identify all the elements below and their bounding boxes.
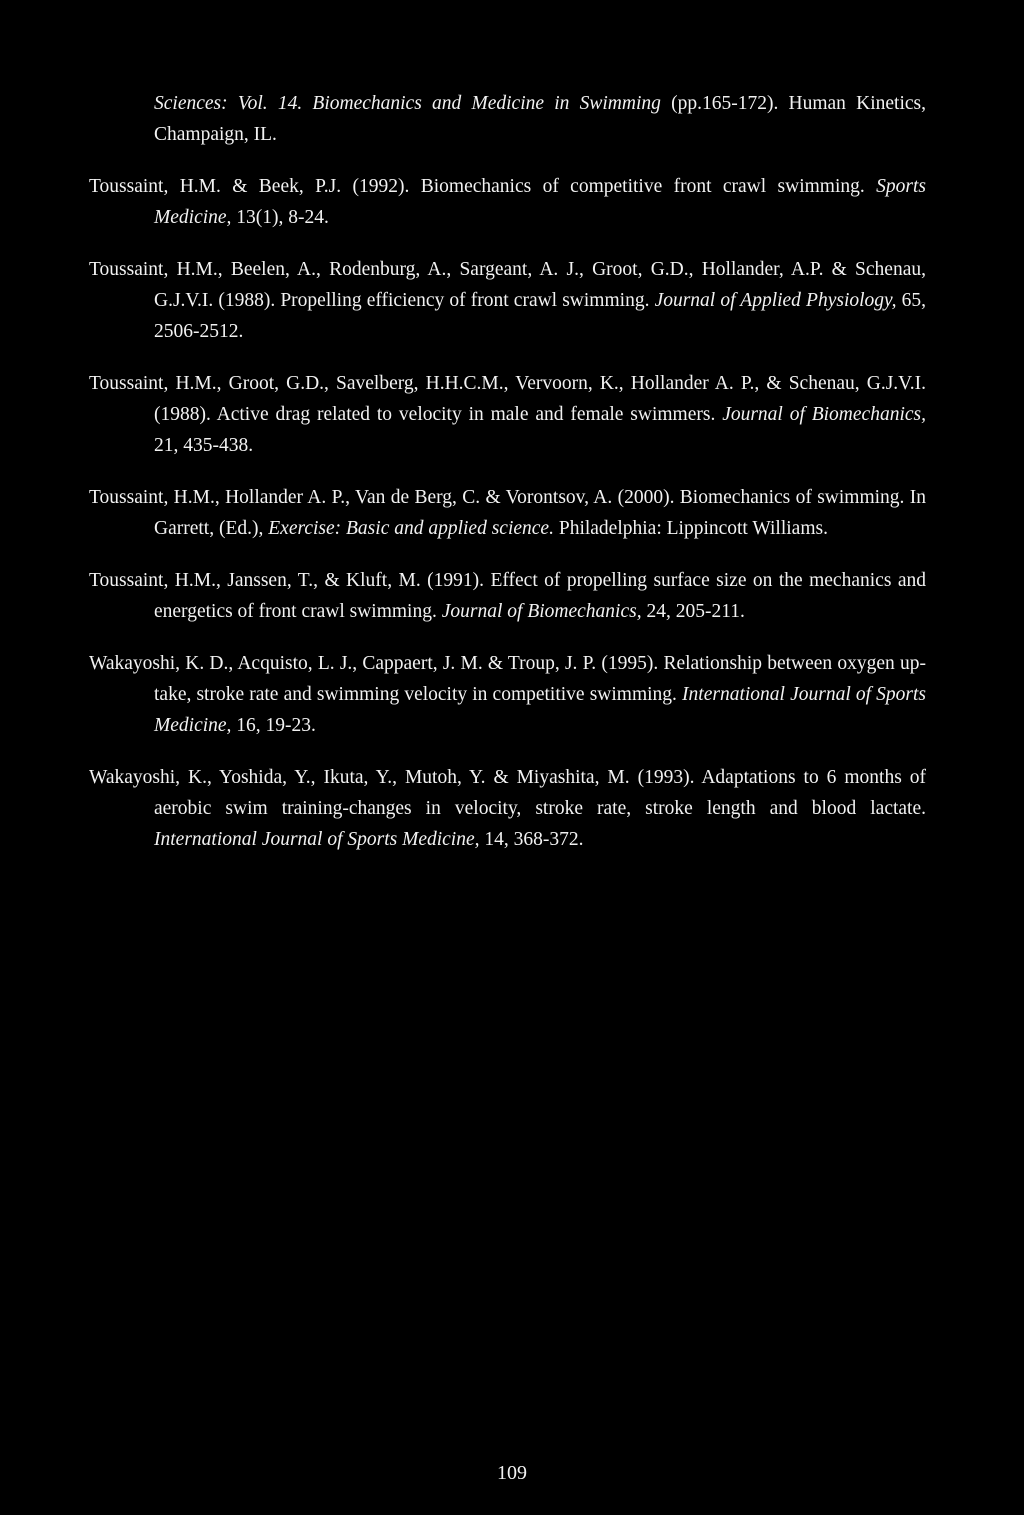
page-number: 109 <box>497 1462 527 1484</box>
reference-details: 14, 368-372. <box>479 829 584 850</box>
reference-entry-wakayoshi-1993 <box>89 762 926 855</box>
reference-journal: Exercise: Basic and applied science. <box>268 518 554 539</box>
reference-authors-title: Toussaint, H.M., Groot, G.D., Savelberg, H.H.C.M., Vervoorn, K., Hollander A. P., & Schenau, G.J.V.I. (1988). Active drag related to velocity in male and female swimmers. <box>89 373 926 425</box>
reference-details: 21, 435-438. <box>154 435 254 456</box>
reference-journal: International Journal of Sports Medicine, <box>154 684 926 736</box>
reference-details: 65, 2506-2512. <box>154 290 926 342</box>
reference-entry-toussaint-groot-1988 <box>89 368 926 461</box>
reference-entry-toussaint-beelen-1988 <box>89 254 926 347</box>
reference-authors-title: Toussaint, H.M., Hollander A. P., Van de Berg, C. & Vorontsov, A. (2000). Biomechanics of swimming. In Garrett, (Ed.), <box>89 487 926 539</box>
reference-authors-title: Toussaint, H.M. & Beek, P.J. (1992). Biomechanics of competitive front crawl swimming. <box>89 176 877 197</box>
reference-authors-title: Wakayoshi, K. D., Acquisto, L. J., Cappaert, J. M. & Troup, J. P. (1995). Relationship between oxygen up-take, stroke rate and swimming velocity in competitive swimming. <box>89 653 926 705</box>
reference-list <box>89 88 926 876</box>
reference-journal: Sciences: Vol. 14. Biomechanics and Medicine in Swimming <box>154 93 661 114</box>
reference-entry-toussaint-janssen-1991 <box>89 565 926 627</box>
reference-authors-title: Toussaint, H.M., Beelen, A., Rodenburg, A., Sargeant, A. J., Groot, G.D., Hollander, A.P. & Schenau, G.J.V.I. (1988). Propelling efficiency of front crawl swimming. <box>89 259 926 311</box>
reference-details: Philadelphia: Lippincott Williams. <box>553 518 828 539</box>
reference-details: 24, 205-211. <box>641 601 745 622</box>
reference-authors-title: Wakayoshi, K., Yoshida, Y., Ikuta, Y., Mutoh, Y. & Miyashita, M. (1993). Adaptations to 6 months of aerobic swim training-changes in velocity, stroke rate, stroke length and blood lactate. <box>89 767 926 819</box>
reference-journal: Journal of Biomechanics, <box>722 404 926 425</box>
reference-entry-continuation <box>89 88 926 150</box>
reference-details: 16, 19-23. <box>231 715 316 736</box>
reference-journal: Journal of Applied Physiology, <box>654 290 897 311</box>
reference-details: 13(1), 8-24. <box>231 207 329 228</box>
reference-journal: Journal of Biomechanics, <box>441 601 642 622</box>
reference-journal: International Journal of Sports Medicine, <box>154 829 480 850</box>
reference-details: (pp.165-172). Human Kinetics, Champaign, IL. <box>154 93 927 145</box>
reference-entry-wakayoshi-1995 <box>89 648 926 741</box>
reference-journal: Sports Medicine, <box>154 176 926 228</box>
reference-authors-title: Toussaint, H.M., Janssen, T., & Kluft, M. (1991). Effect of propelling surface size on the mechanics and energetics of front crawl swimming. <box>89 570 926 622</box>
reference-entry-toussaint-beek-1992 <box>89 171 926 233</box>
reference-entry-toussaint-hollander-2000 <box>89 482 926 544</box>
